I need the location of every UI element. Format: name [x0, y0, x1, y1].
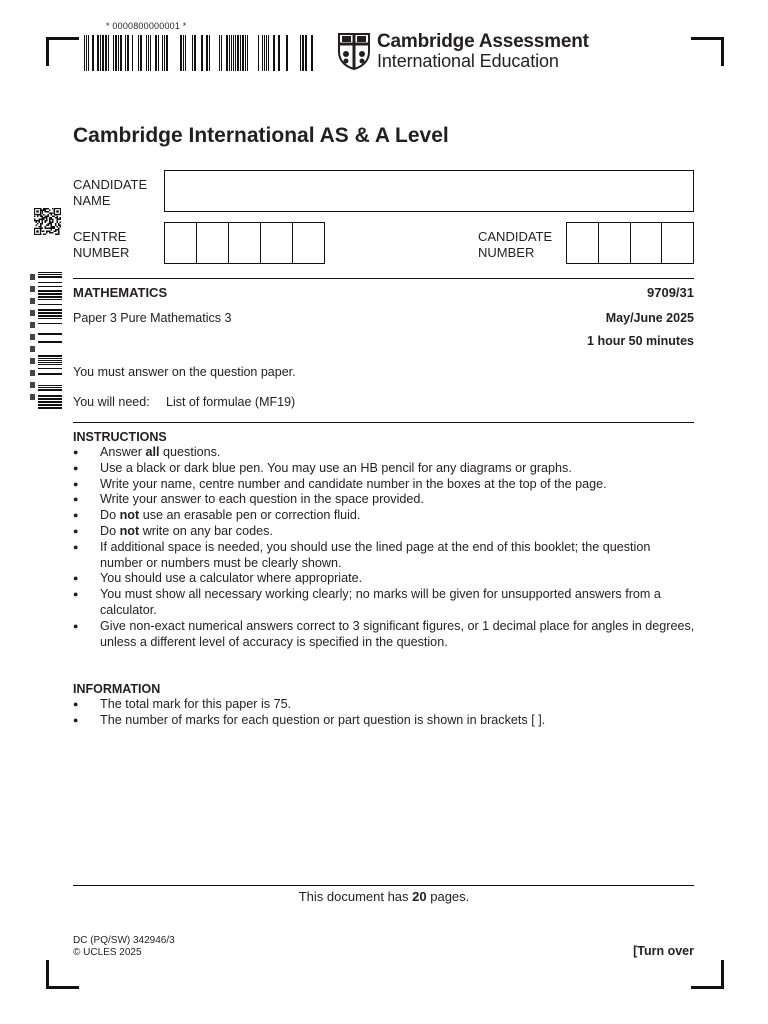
corner-mark-bottom-left	[46, 960, 79, 989]
logo-line-1: Cambridge Assessment	[377, 31, 589, 52]
list-item-text: Write your name, centre number and candidate number in the boxes at the top of the page.	[100, 476, 607, 491]
list-item	[73, 477, 695, 493]
list-item-text: not	[119, 523, 140, 538]
answer-note: You must answer on the question paper.	[73, 365, 296, 379]
list-item-text: use an erasable pen or correction fluid.	[139, 508, 361, 523]
corner-mark-bottom-right	[691, 960, 724, 989]
need-label: You will need:	[73, 395, 150, 409]
centre-number-label: CENTRE NUMBER	[73, 229, 130, 260]
list-item-text: You should use a calculator where appropriate.	[100, 571, 363, 586]
dc-code: DC (PQ/SW) 342946/3	[73, 935, 175, 946]
copyright: © UCLES 2025	[73, 947, 142, 958]
list-item-text: write on any bar codes.	[139, 523, 273, 538]
list-item-text: all	[145, 445, 160, 459]
list-item-text: You must show all necessary working clearly; no marks will be given for unsupported answers from a calculator.	[100, 587, 661, 617]
list-item	[73, 445, 695, 461]
paper-code: 9709/31	[647, 285, 694, 300]
list-item	[73, 524, 695, 540]
list-item	[73, 540, 695, 572]
instructions-heading: INSTRUCTIONS	[73, 430, 167, 444]
list-item-text: The number of marks for each question or part question is shown in brackets [ ].	[100, 712, 546, 727]
list-item	[73, 619, 695, 651]
divider	[73, 278, 694, 279]
instructions-list	[73, 445, 695, 650]
list-item-text: Give non-exact numerical answers correct to 3 significant figures, or 1 decimal place for angles in degrees, unless a different level of accuracy is specified in the question.	[100, 618, 695, 649]
list-item-text: Use a black or dark blue pen. You may use an HB pencil for any diagrams or graphs.	[100, 460, 572, 475]
barcode-top	[84, 35, 318, 71]
barcode-number: * 0000800000001 *	[106, 21, 187, 31]
list-item-text: Do	[100, 523, 120, 538]
footer-divider	[73, 885, 694, 886]
candidate-name-label: CANDIDATE NAME	[73, 177, 148, 208]
list-item-text: The total mark for this paper is 75.	[100, 697, 292, 711]
list-item-text: Do	[100, 508, 120, 523]
exam-session: May/June 2025	[605, 311, 694, 325]
page-title: Cambridge International AS & A Level	[73, 124, 449, 147]
subject: MATHEMATICS	[73, 285, 168, 300]
corner-mark-top-right	[691, 37, 724, 66]
list-item	[73, 571, 695, 587]
list-item	[73, 492, 695, 508]
shield-icon	[337, 32, 371, 70]
page-count: 20	[412, 889, 427, 904]
candidate-number-label: CANDIDATE NUMBER	[478, 229, 553, 260]
list-item	[73, 713, 695, 729]
list-item	[73, 461, 695, 477]
page-count-post: pages.	[426, 889, 470, 904]
list-item-text: not	[119, 508, 140, 523]
logo-line-2: International Education	[377, 51, 559, 71]
list-item	[73, 508, 695, 524]
list-item-text: questions.	[159, 445, 221, 459]
list-item-text: Write your answer to each question in the space provided.	[100, 492, 424, 507]
centre-number-boxes	[164, 222, 325, 264]
barcode-vertical	[28, 270, 62, 410]
candidate-name-box	[164, 170, 694, 212]
turn-over: [Turn over	[633, 944, 694, 958]
list-item	[73, 697, 695, 713]
list-item	[73, 587, 695, 619]
cambridge-logo	[337, 30, 587, 72]
list-item-text: If additional space is needed, you should use the lined page at the end of this booklet; the question number or numbers must be clearly shown.	[100, 539, 651, 570]
information-heading: INFORMATION	[73, 682, 161, 696]
paper-name: Paper 3 Pure Mathematics 3	[73, 311, 232, 325]
corner-mark-top-left	[46, 37, 79, 66]
need-value: List of formulae (MF19)	[166, 395, 296, 409]
list-item-text: Answer	[100, 445, 146, 459]
page-count-note	[0, 889, 768, 904]
exam-duration: 1 hour 50 minutes	[587, 334, 694, 348]
page-count-pre: This document has	[298, 889, 413, 904]
information-list	[73, 697, 695, 729]
divider	[73, 422, 694, 423]
qr-code	[34, 208, 61, 235]
candidate-number-boxes	[566, 222, 694, 264]
